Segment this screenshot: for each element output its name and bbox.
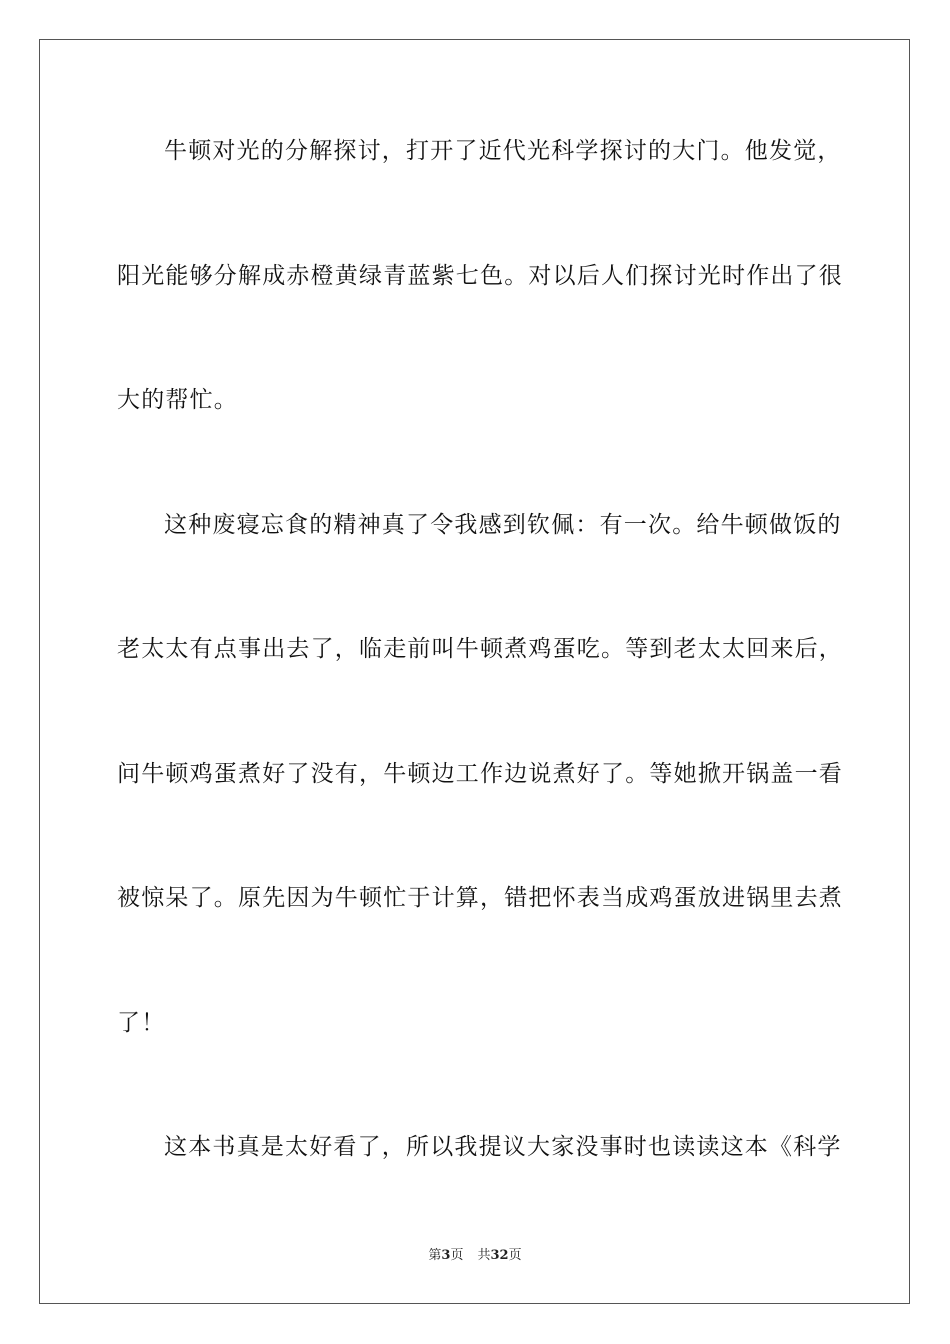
paragraph-line: 这种废寝忘食的精神真了令我感到钦佩：有一次。给牛顿做饭的 <box>164 512 842 538</box>
total-suffix: 页 <box>508 1248 522 1263</box>
total-prefix: 共 <box>477 1248 491 1263</box>
page-prefix: 第 <box>428 1248 442 1263</box>
paragraph-line: 老太太有点事出去了，临走前叫牛顿煮鸡蛋吃。等到老太太回来后， <box>117 636 843 662</box>
paragraph-line: 这本书真是太好看了，所以我提议大家没事时也读读这本《科学 <box>164 1134 842 1160</box>
page-current: 3 <box>441 1248 451 1263</box>
paragraph-line: 被惊呆了。原先因为牛顿忙于计算，错把怀表当成鸡蛋放进锅里去煮 <box>117 885 843 911</box>
paragraph-line: 问牛顿鸡蛋煮好了没有，牛顿边工作边说煮好了。等她掀开锅盖一看 <box>117 761 843 787</box>
page-suffix: 页 <box>450 1248 464 1263</box>
page-footer <box>0 1247 950 1265</box>
paragraph-line: 阳光能够分解成赤橙黄绿青蓝紫七色。对以后人们探讨光时作出了很 <box>117 263 843 289</box>
paragraph-line: 了！ <box>117 1010 166 1036</box>
page-frame <box>39 39 910 1304</box>
paragraph-line: 大的帮忙。 <box>117 387 238 413</box>
page-total: 32 <box>490 1248 509 1263</box>
paragraph-line: 牛顿对光的分解探讨，打开了近代光科学探讨的大门。他发觉， <box>164 138 842 164</box>
